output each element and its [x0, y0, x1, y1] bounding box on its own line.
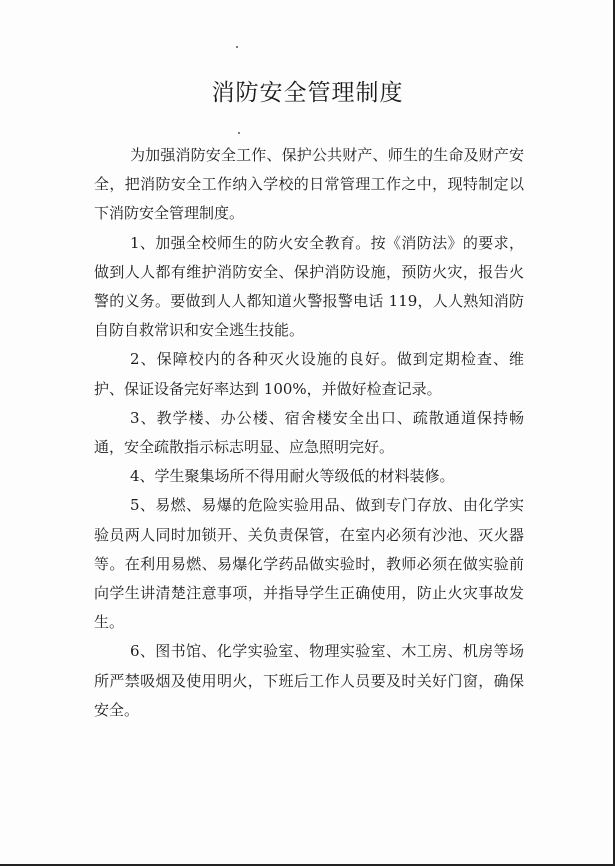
scan-speck — [236, 46, 238, 48]
rule-paragraph-6: 6、图书馆、化学实验室、物理实验室、木工房、机房等场所严禁吸烟及使用明火，下班后工作人员要及时关好门窗，确保安全。 — [94, 642, 524, 719]
scan-speck — [238, 132, 240, 134]
rule-paragraph-1: 1、加强全校师生的防火安全教育。按《消防法》的要求，做到人人都有维护消防安全、保护消防设施，预防火灾，报告火警的义务。要做到人人都知道火警报警电话 119，人人熟知消防自防自救常识和安全逃生技能。 — [94, 233, 524, 340]
rule-paragraph-2: 2、保障校内的各种灭火设施的良好。做到定期检查、维护、保证设备完好率达到 100%，并做好检查记录。 — [94, 350, 524, 398]
document-title: 消防安全管理制度 — [211, 80, 404, 106]
rule-paragraph-4: 4、学生聚集场所不得用耐火等级低的材料装修。 — [130, 467, 455, 486]
rule-paragraph-5: 5、易燃、易爆的危险实验用品、做到专门存放、由化学实验员两人同时加锁开、关负责保管，在室内必须有沙池、灭火器等。在利用易燃、易爆化学药品做实验时，教师必须在做实验前向学生讲清楚注意事项，并指导学生正确使用，防止火灾事故发生。 — [94, 496, 524, 632]
document-body — [94, 141, 524, 725]
intro-paragraph: 为加强消防安全工作、保护公共财产、师生的生命及财产安全，把消防安全工作纳入学校的日常管理工作之中，现特制定以下消防安全管理制度。 — [94, 146, 524, 223]
rule-paragraph-3: 3、教学楼、办公楼、宿舍楼安全出口、疏散通道保持畅通，安全疏散指示标志明显、应急照明完好。 — [94, 408, 524, 457]
